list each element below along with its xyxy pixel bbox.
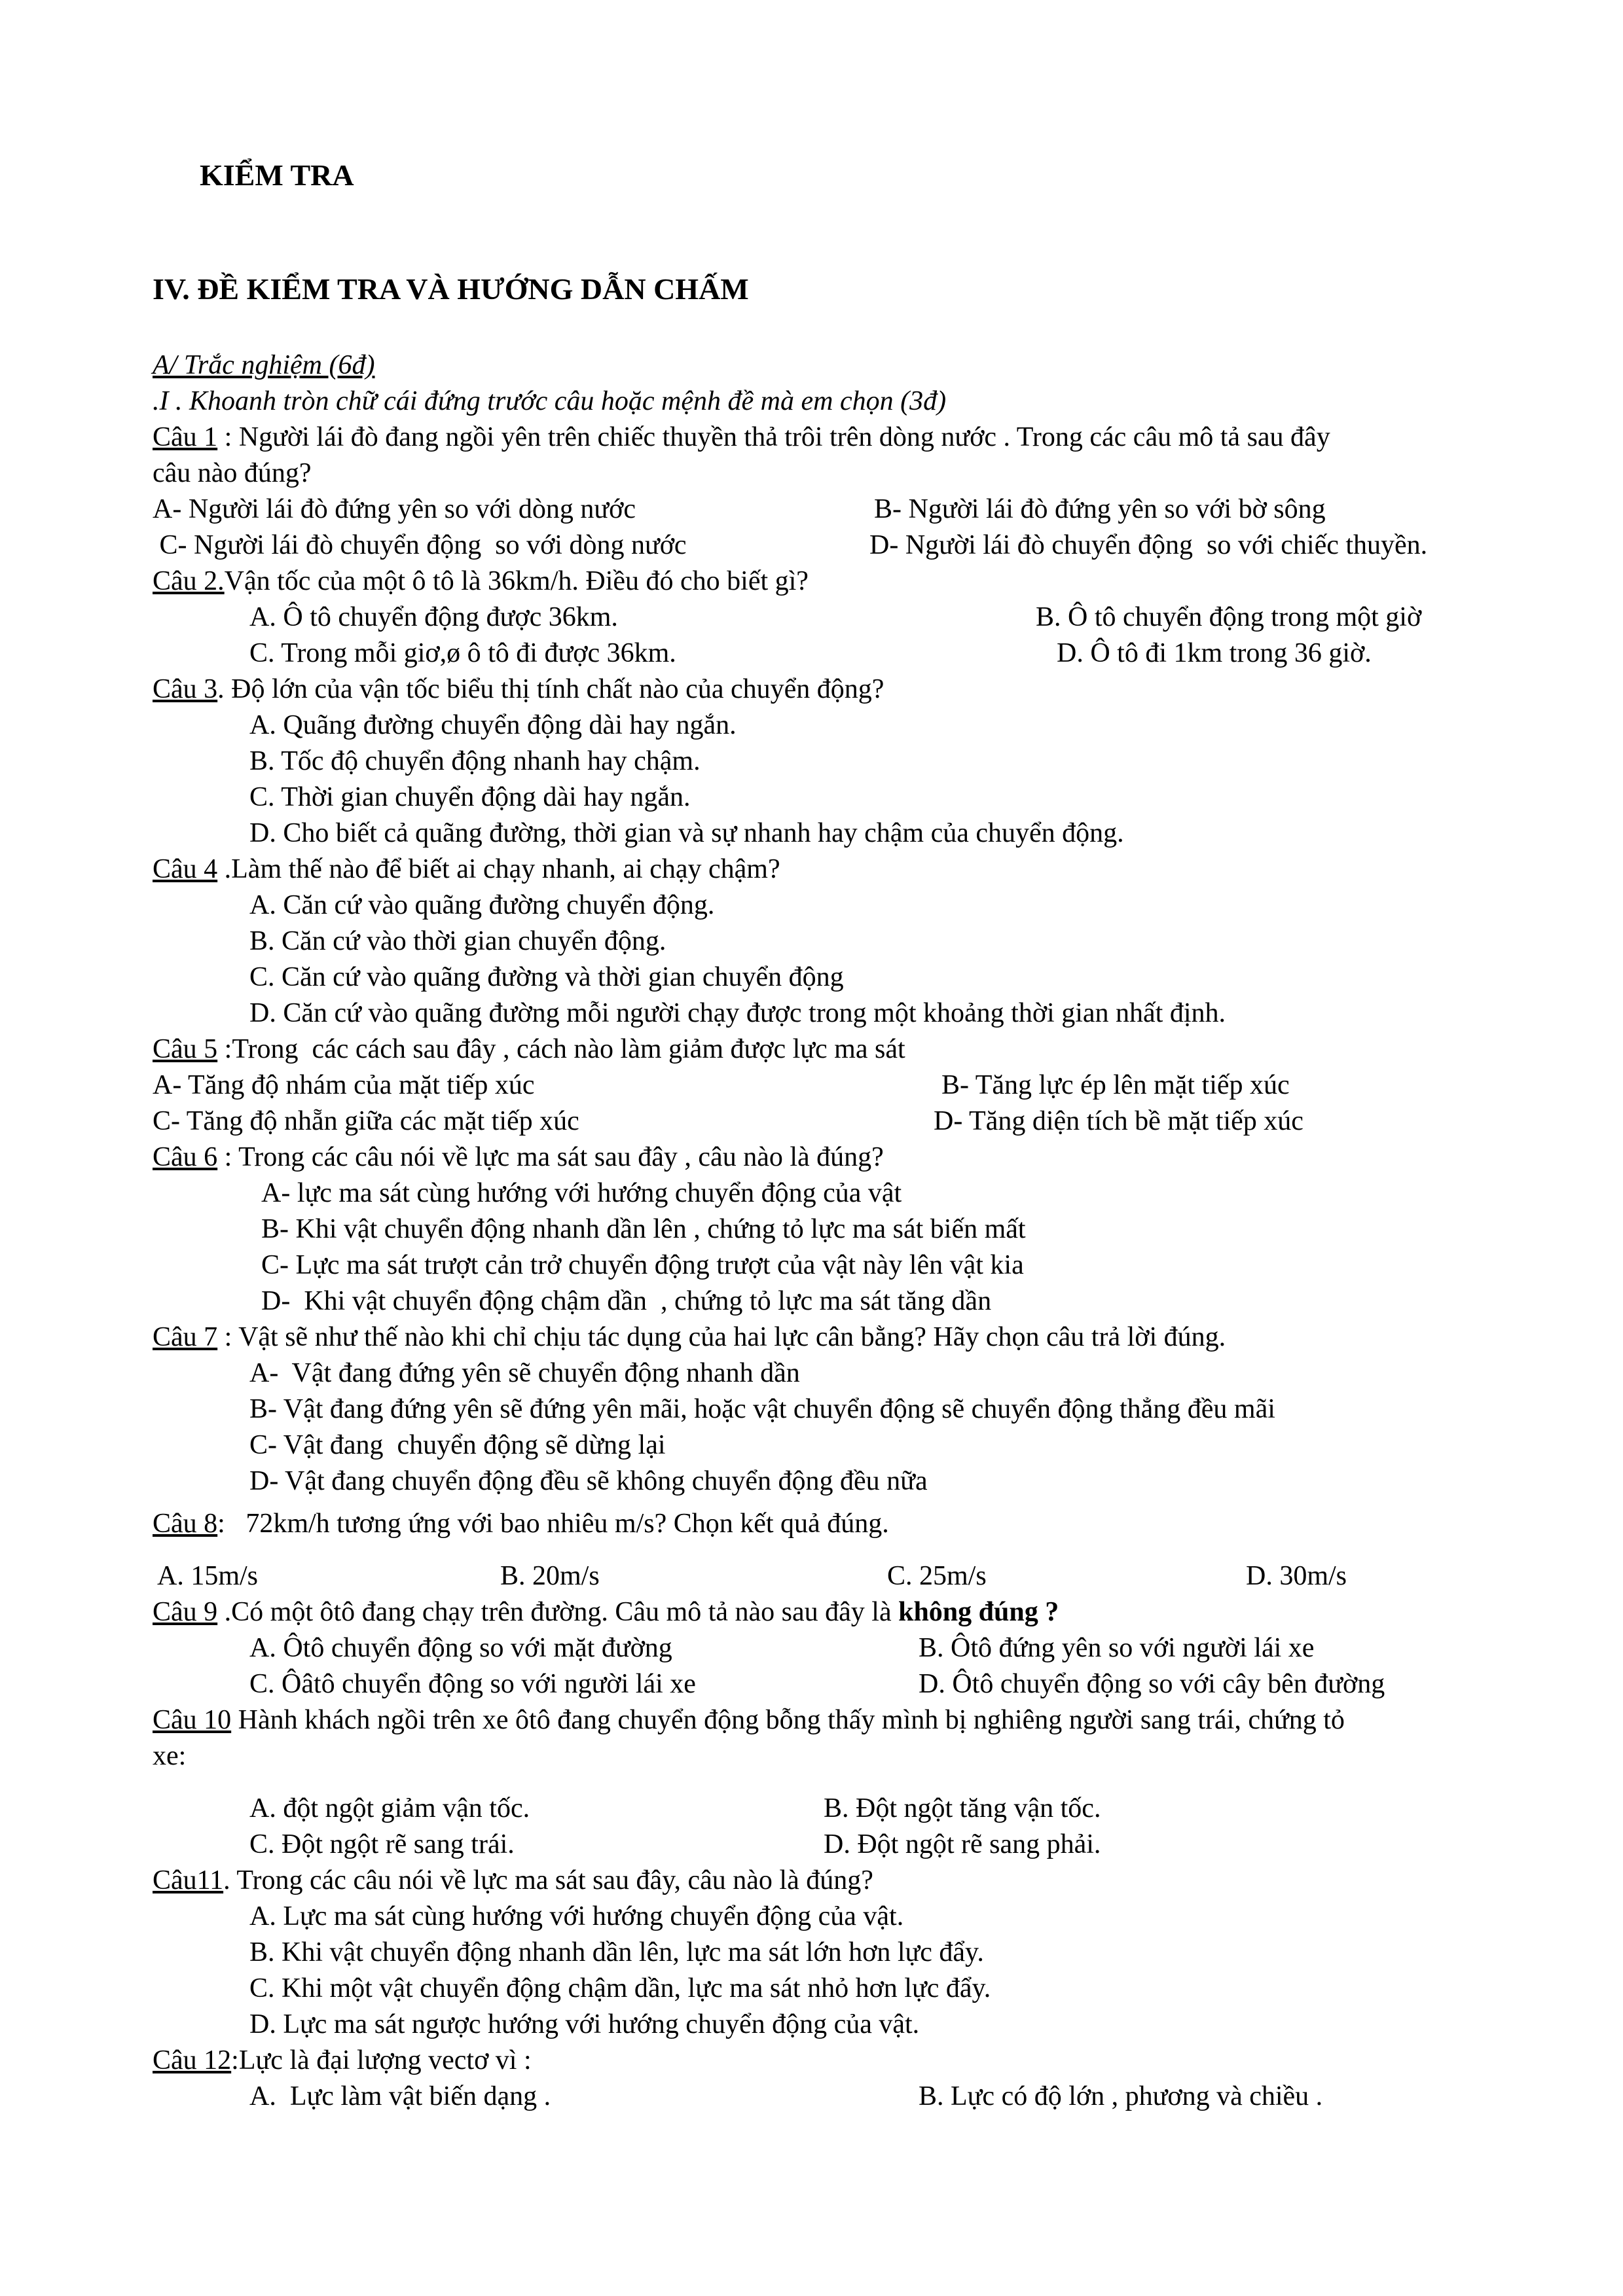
q11-option-c: C. Khi một vật chuyển động chậm dần, lực ma sát nhỏ hơn lực đẩy.	[249, 1973, 991, 2003]
question-9-emphasis: không đúng ?	[898, 1597, 1059, 1627]
q10-option-c: C. Đột ngột rẽ sang trái.	[249, 1829, 515, 1859]
q3-option-a: A. Quãng đường chuyển động dài hay ngắn.	[249, 710, 737, 740]
question-12-text: :Lực là đại lượng vectơ vì :	[231, 2045, 532, 2075]
q2-option-a: A. Ô tô chuyển động được 36km.	[249, 602, 618, 632]
q9-option-a: A. Ôtô chuyển động so với mặt đường	[249, 1633, 672, 1663]
q7-option-c: C- Vật đang chuyển động sẽ dừng lại	[249, 1430, 666, 1460]
question-12-label: Câu 12	[153, 2045, 232, 2075]
part-a-heading-text: A/ Trắc nghiệm (6đ)	[153, 350, 375, 380]
question-12	[153, 2044, 532, 2077]
question-1	[153, 421, 1330, 454]
question-2	[153, 565, 809, 598]
q10-option-d: D. Đột ngột rẽ sang phải.	[824, 1829, 1101, 1859]
q4-option-a: A. Căn cứ vào quãng đường chuyển động.	[249, 890, 715, 920]
question-10-text: Hành khách ngồi trên xe ôtô đang chuyển động bỗng thấy mình bị nghiêng người sang trái, chứng tỏ	[231, 1705, 1345, 1735]
question-5	[153, 1033, 905, 1066]
question-1-text-cont: câu nào đúng?	[153, 458, 312, 488]
question-10	[153, 1704, 1345, 1736]
question-11	[153, 1864, 873, 1897]
q1-option-d: D- Người lái đò chuyển động so với chiếc thuyền.	[869, 530, 1428, 560]
q1-option-c: C- Người lái đò chuyển động so với dòng nước	[153, 530, 687, 560]
question-2-label: Câu 2.	[153, 566, 225, 596]
q12-option-a: A. Lực làm vật biến dạng .	[249, 2081, 551, 2111]
question-7	[153, 1321, 1226, 1354]
question-10-label: Câu 10	[153, 1705, 232, 1735]
question-4	[153, 853, 780, 886]
q7-option-a: A- Vật đang đứng yên sẽ chuyển động nhanh dần	[249, 1358, 800, 1388]
question-3-label: Câu 3	[153, 674, 218, 704]
question-2-text: Vận tốc của một ô tô là 36km/h. Điều đó cho biết gì?	[224, 566, 809, 596]
q6-option-c: C- Lực ma sát trượt cản trở chuyển động trượt của vật này lên vật kia	[261, 1250, 1024, 1280]
q7-option-d: D- Vật đang chuyển động đều sẽ không chuyển động đều nữa	[249, 1466, 928, 1496]
q5-option-c: C- Tăng độ nhẵn giữa các mặt tiếp xúc	[153, 1106, 579, 1136]
question-7-label: Câu 7	[153, 1322, 218, 1352]
question-11-text: . Trong các câu nói về lực ma sát sau đây, câu nào là đúng?	[223, 1865, 873, 1895]
question-4-text: .Làm thế nào để biết ai chạy nhanh, ai chạy chậm?	[217, 854, 780, 884]
question-1-label: Câu 1	[153, 422, 218, 452]
question-7-text: : Vật sẽ như thế nào khi chỉ chịu tác dụng của hai lực cân bằng? Hãy chọn câu trả lời đúng.	[217, 1322, 1226, 1352]
q2-option-c: C. Trong mỗi giơ,ø ô tô đi được 36km.	[249, 638, 676, 668]
q11-option-a: A. Lực ma sát cùng hướng với hướng chuyển động của vật.	[249, 1901, 904, 1931]
q4-option-d: D. Căn cứ vào quãng đường mỗi người chạy được trong một khoảng thời gian nhất định.	[249, 998, 1226, 1028]
question-3	[153, 673, 884, 706]
question-10-text-cont: xe:	[153, 1741, 187, 1771]
q1-option-a: A- Người lái đò đứng yên so với dòng nước	[153, 494, 636, 524]
q9-option-c: C. Ôâtô chuyển động so với người lái xe	[249, 1669, 696, 1699]
q8-option-b: B. 20m/s	[500, 1561, 600, 1591]
question-5-text: :Trong các cách sau đây , cách nào làm giảm được lực ma sát	[217, 1034, 905, 1064]
question-5-label: Câu 5	[153, 1034, 218, 1064]
question-9-text: .Có một ôtô đang chạy trên đường. Câu mô tả nào sau đây là	[217, 1597, 899, 1627]
question-8	[153, 1507, 889, 1540]
part-a-heading	[153, 349, 374, 382]
page-title: KIỂM TRA	[200, 158, 354, 192]
q12-option-b: B. Lực có độ lớn , phương và chiều .	[919, 2081, 1323, 2111]
q3-option-b: B. Tốc độ chuyển động nhanh hay chậm.	[249, 746, 701, 776]
q4-option-c: C. Căn cứ vào quãng đường và thời gian chuyển động	[249, 962, 844, 992]
q10-option-a: A. đột ngột giảm vận tốc.	[249, 1793, 530, 1823]
question-11-label: Câu11	[153, 1865, 224, 1895]
q5-option-b: B- Tăng lực ép lên mặt tiếp xúc	[941, 1070, 1290, 1100]
question-3-text: . Độ lớn của vận tốc biểu thị tính chất nào của chuyển động?	[217, 674, 884, 704]
question-6-text: : Trong các câu nói về lực ma sát sau đây , câu nào là đúng?	[217, 1142, 884, 1172]
q2-option-b: B. Ô tô chuyển động trong một giờ	[1036, 602, 1422, 632]
question-4-label: Câu 4	[153, 854, 218, 884]
q11-option-d: D. Lực ma sát ngược hướng với hướng chuyển động của vật.	[249, 2009, 920, 2039]
q9-option-d: D. Ôtô chuyển động so với cây bên đường	[919, 1669, 1385, 1699]
question-9	[153, 1596, 1059, 1628]
q1-option-b: B- Người lái đò đứng yên so với bờ sông	[874, 494, 1326, 524]
q5-option-a: A- Tăng độ nhám của mặt tiếp xúc	[153, 1070, 535, 1100]
q9-option-b: B. Ôtô đứng yên so với người lái xe	[919, 1633, 1315, 1663]
q3-option-d: D. Cho biết cả quãng đường, thời gian và sự nhanh hay chậm của chuyển động.	[249, 818, 1124, 848]
q6-option-a: A- lực ma sát cùng hướng với hướng chuyển động của vật	[261, 1178, 902, 1208]
question-6-label: Câu 6	[153, 1142, 218, 1172]
q2-option-d: D. Ô tô đi 1km trong 36 giờ.	[1057, 638, 1372, 668]
q11-option-b: B. Khi vật chuyển động nhanh dần lên, lực ma sát lớn hơn lực đẩy.	[249, 1937, 984, 1967]
part-a-instruction: .I . Khoanh tròn chữ cái đứng trước câu hoặc mệnh đề mà em chọn (3đ)	[153, 386, 947, 416]
q5-option-d: D- Tăng diện tích bề mặt tiếp xúc	[934, 1106, 1304, 1136]
q3-option-c: C. Thời gian chuyển động dài hay ngắn.	[249, 782, 691, 812]
q8-option-d: D. 30m/s	[1246, 1561, 1347, 1591]
section-heading: IV. ĐỀ KIỂM TRA VÀ HƯỚNG DẪN CHẤM	[153, 272, 749, 306]
q7-option-b: B- Vật đang đứng yên sẽ đứng yên mãi, hoặc vật chuyển động sẽ chuyển động thẳng đều mãi	[249, 1394, 1275, 1424]
question-8-text: : 72km/h tương ứng với bao nhiêu m/s? Chọn kết quả đúng.	[217, 1509, 889, 1539]
q4-option-b: B. Căn cứ vào thời gian chuyển động.	[249, 926, 666, 956]
q6-option-b: B- Khi vật chuyển động nhanh dần lên , chứng tỏ lực ma sát biến mất	[261, 1214, 1026, 1244]
q10-option-b: B. Đột ngột tăng vận tốc.	[824, 1793, 1101, 1823]
question-6	[153, 1141, 884, 1174]
question-8-label: Câu 8	[153, 1509, 218, 1539]
question-1-text: : Người lái đò đang ngồi yên trên chiếc thuyền thả trôi trên dòng nước . Trong các câu mô tả sau đây	[217, 422, 1330, 452]
q8-option-a: A. 15m/s	[157, 1561, 259, 1591]
question-9-label: Câu 9	[153, 1597, 218, 1627]
q6-option-d: D- Khi vật chuyển động chậm dần , chứng tỏ lực ma sát tăng dần	[261, 1286, 992, 1316]
q8-option-c: C. 25m/s	[887, 1561, 987, 1591]
